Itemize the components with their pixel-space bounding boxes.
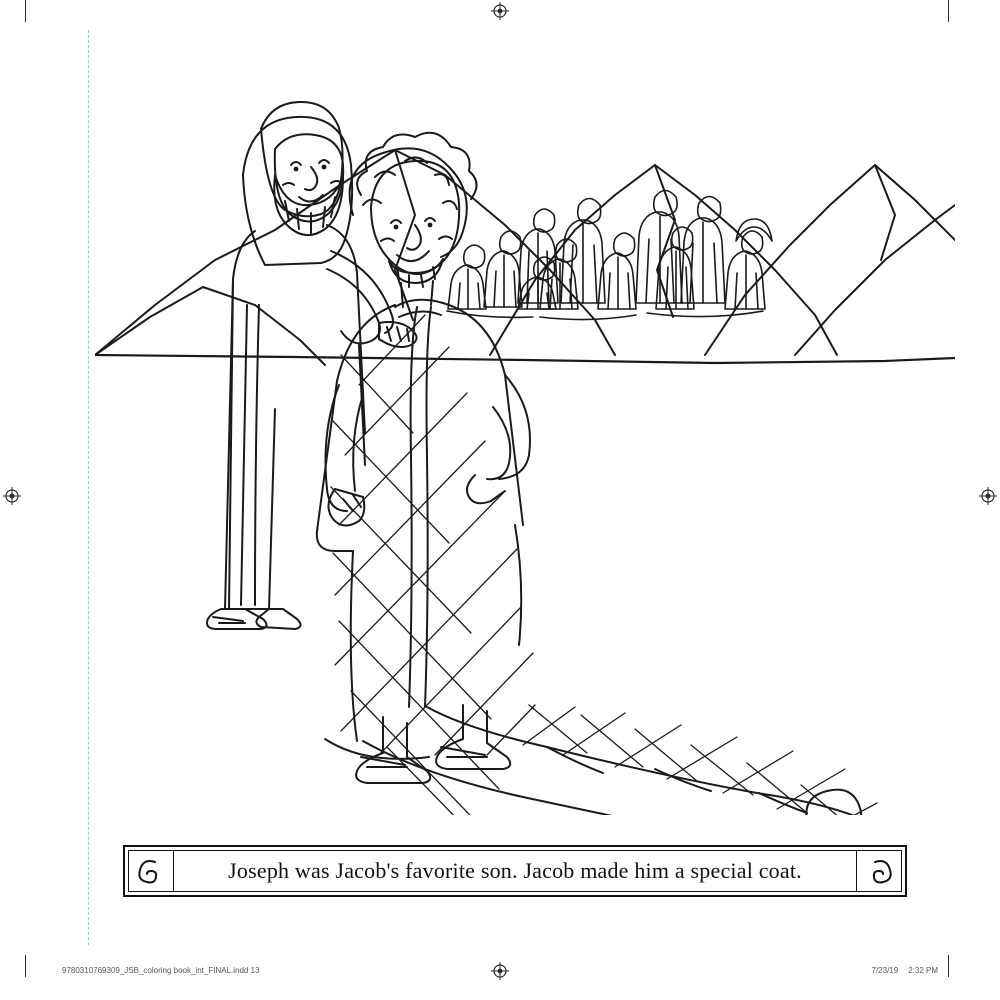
crop-tick-bottom-right <box>948 955 949 977</box>
crop-tick-bottom-left <box>25 955 26 977</box>
registration-mark-left <box>3 487 21 505</box>
spiral-ornament-left-icon <box>125 847 173 895</box>
print-timestamp <box>872 966 939 975</box>
crop-tick-top-left <box>25 0 26 22</box>
file-slug: 9780310769309_JSB_coloring book_int_FINAL.indd 13 <box>62 966 260 975</box>
print-date: 7/23/19 <box>871 966 899 975</box>
registration-mark-right <box>979 487 997 505</box>
crop-tick-top-right <box>948 0 949 22</box>
fold-guide-line <box>88 30 89 945</box>
illustration-artwork <box>95 55 955 815</box>
caption-text: Joseph was Jacob's favorite son. Jacob made him a special coat. <box>228 858 802 883</box>
caption-band <box>123 845 907 897</box>
registration-mark-top <box>491 2 509 20</box>
print-time: 2:32 PM <box>908 966 938 975</box>
registration-mark-bottom <box>491 962 509 980</box>
spiral-ornament-right-icon <box>857 847 905 895</box>
